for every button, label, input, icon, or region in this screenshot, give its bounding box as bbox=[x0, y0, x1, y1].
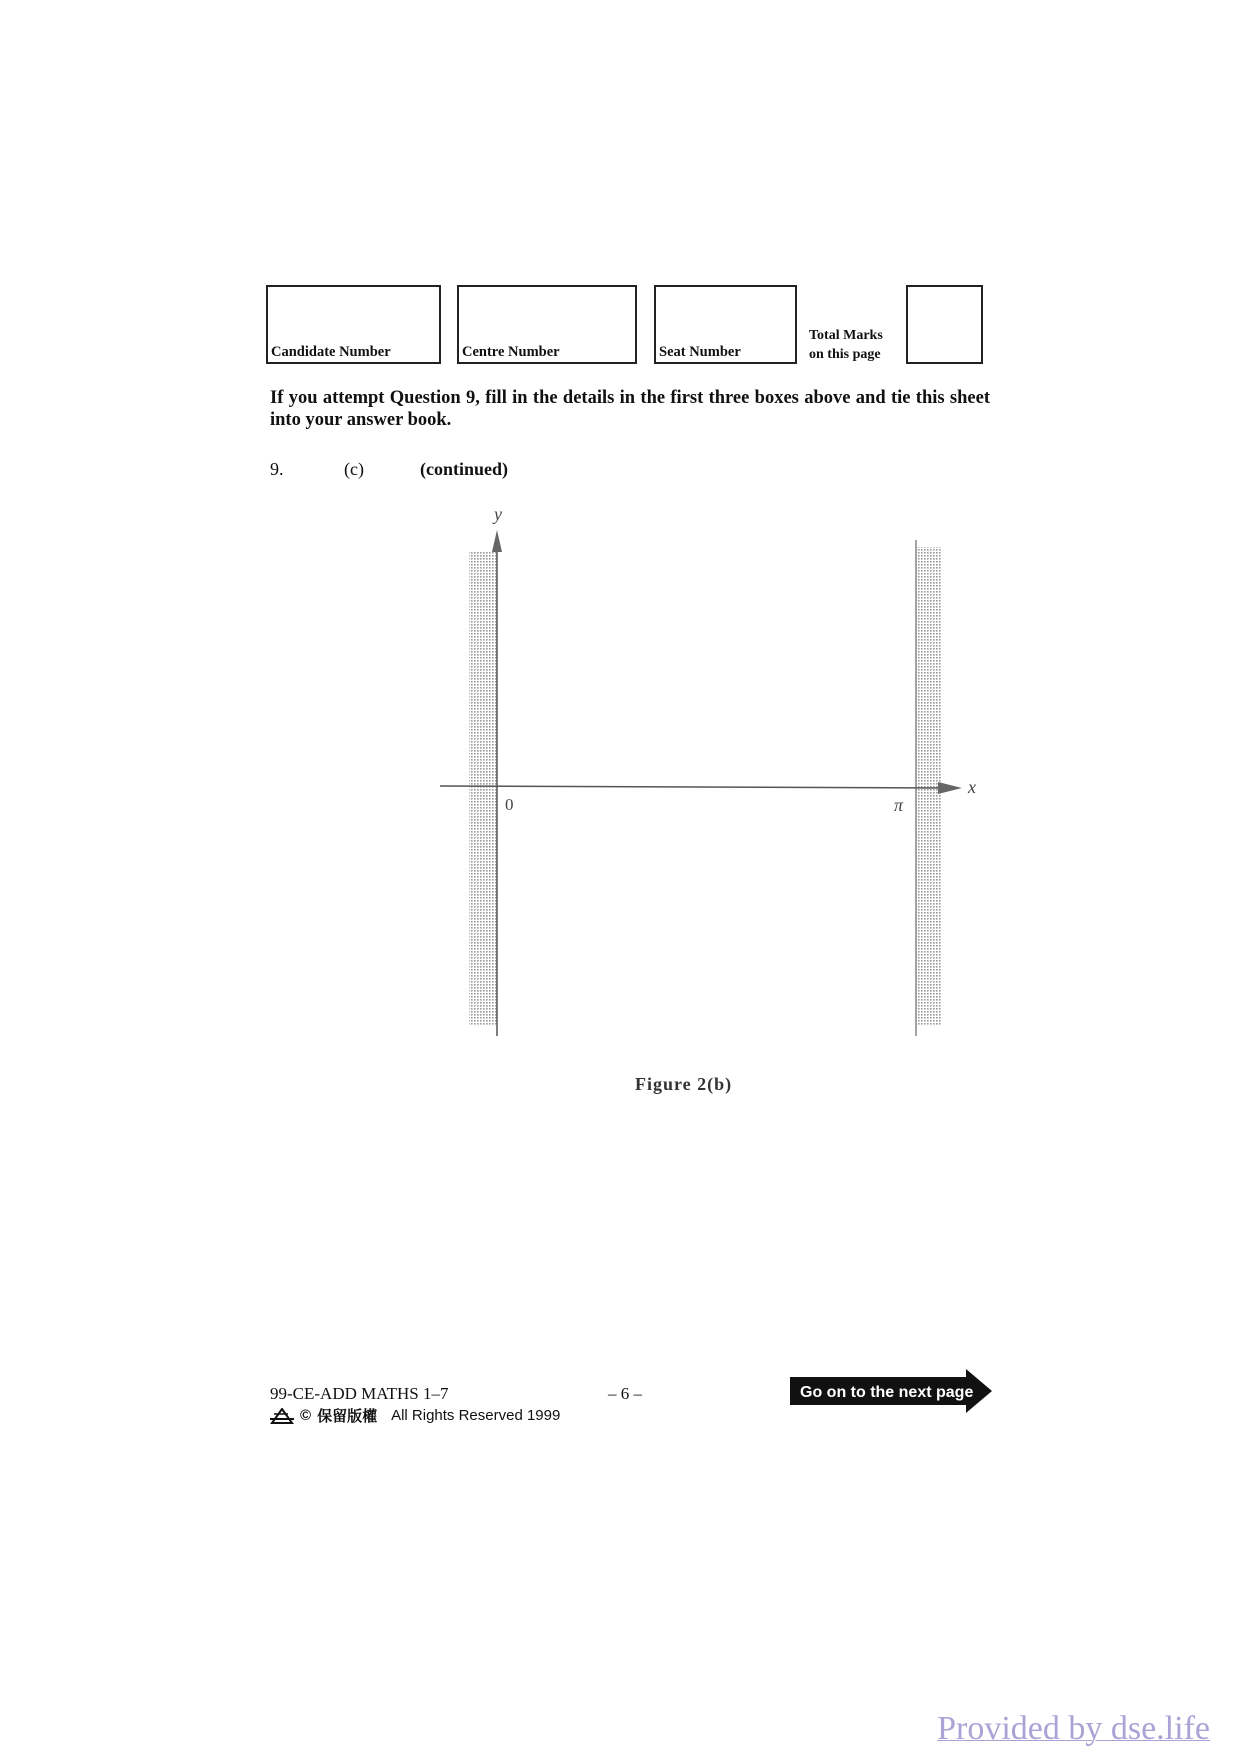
left-shaded-strip bbox=[469, 552, 497, 1025]
copyright-chinese: 保留版權 bbox=[317, 1408, 378, 1425]
next-page-arrow[interactable] bbox=[790, 1369, 995, 1415]
paper-code: 99-CE-ADD MATHS 1–7 bbox=[270, 1384, 449, 1403]
question-number: 9. bbox=[270, 459, 284, 479]
origin-label: 0 bbox=[505, 795, 514, 814]
pi-label: π bbox=[894, 795, 904, 815]
candidate-number-label: Candidate Number bbox=[271, 344, 391, 360]
x-axis-arrow bbox=[938, 782, 962, 794]
next-page-label: Go on to the next page bbox=[800, 1384, 974, 1401]
question-continued: (continued) bbox=[420, 459, 509, 479]
x-axis-line bbox=[440, 786, 940, 788]
watermark-link[interactable]: Provided by dse.life bbox=[937, 1710, 1210, 1747]
copyright-line bbox=[270, 1405, 560, 1426]
x-axis-label: x bbox=[968, 777, 976, 797]
question-part: (c) bbox=[344, 459, 364, 479]
figure-caption: Figure 2(b) bbox=[635, 1074, 733, 1094]
hkeaa-logo-icon bbox=[270, 1408, 294, 1424]
copyright-english: All Rights Reserved 1999 bbox=[391, 1407, 561, 1424]
seat-number-label: Seat Number bbox=[659, 344, 741, 360]
total-marks-line2: on this page bbox=[809, 347, 881, 362]
y-axis-label: y bbox=[494, 504, 502, 524]
centre-number-label: Centre Number bbox=[462, 344, 560, 360]
copyright-symbol-icon: © bbox=[300, 1407, 312, 1424]
y-axis-arrow bbox=[492, 530, 502, 552]
total-marks-line1: Total Marks bbox=[809, 328, 883, 343]
page-number: – 6 – bbox=[608, 1384, 642, 1403]
instruction-text: If you attempt Question 9, fill in the details in the first three boxes above and tie this sheet into your answer book. bbox=[270, 388, 990, 430]
